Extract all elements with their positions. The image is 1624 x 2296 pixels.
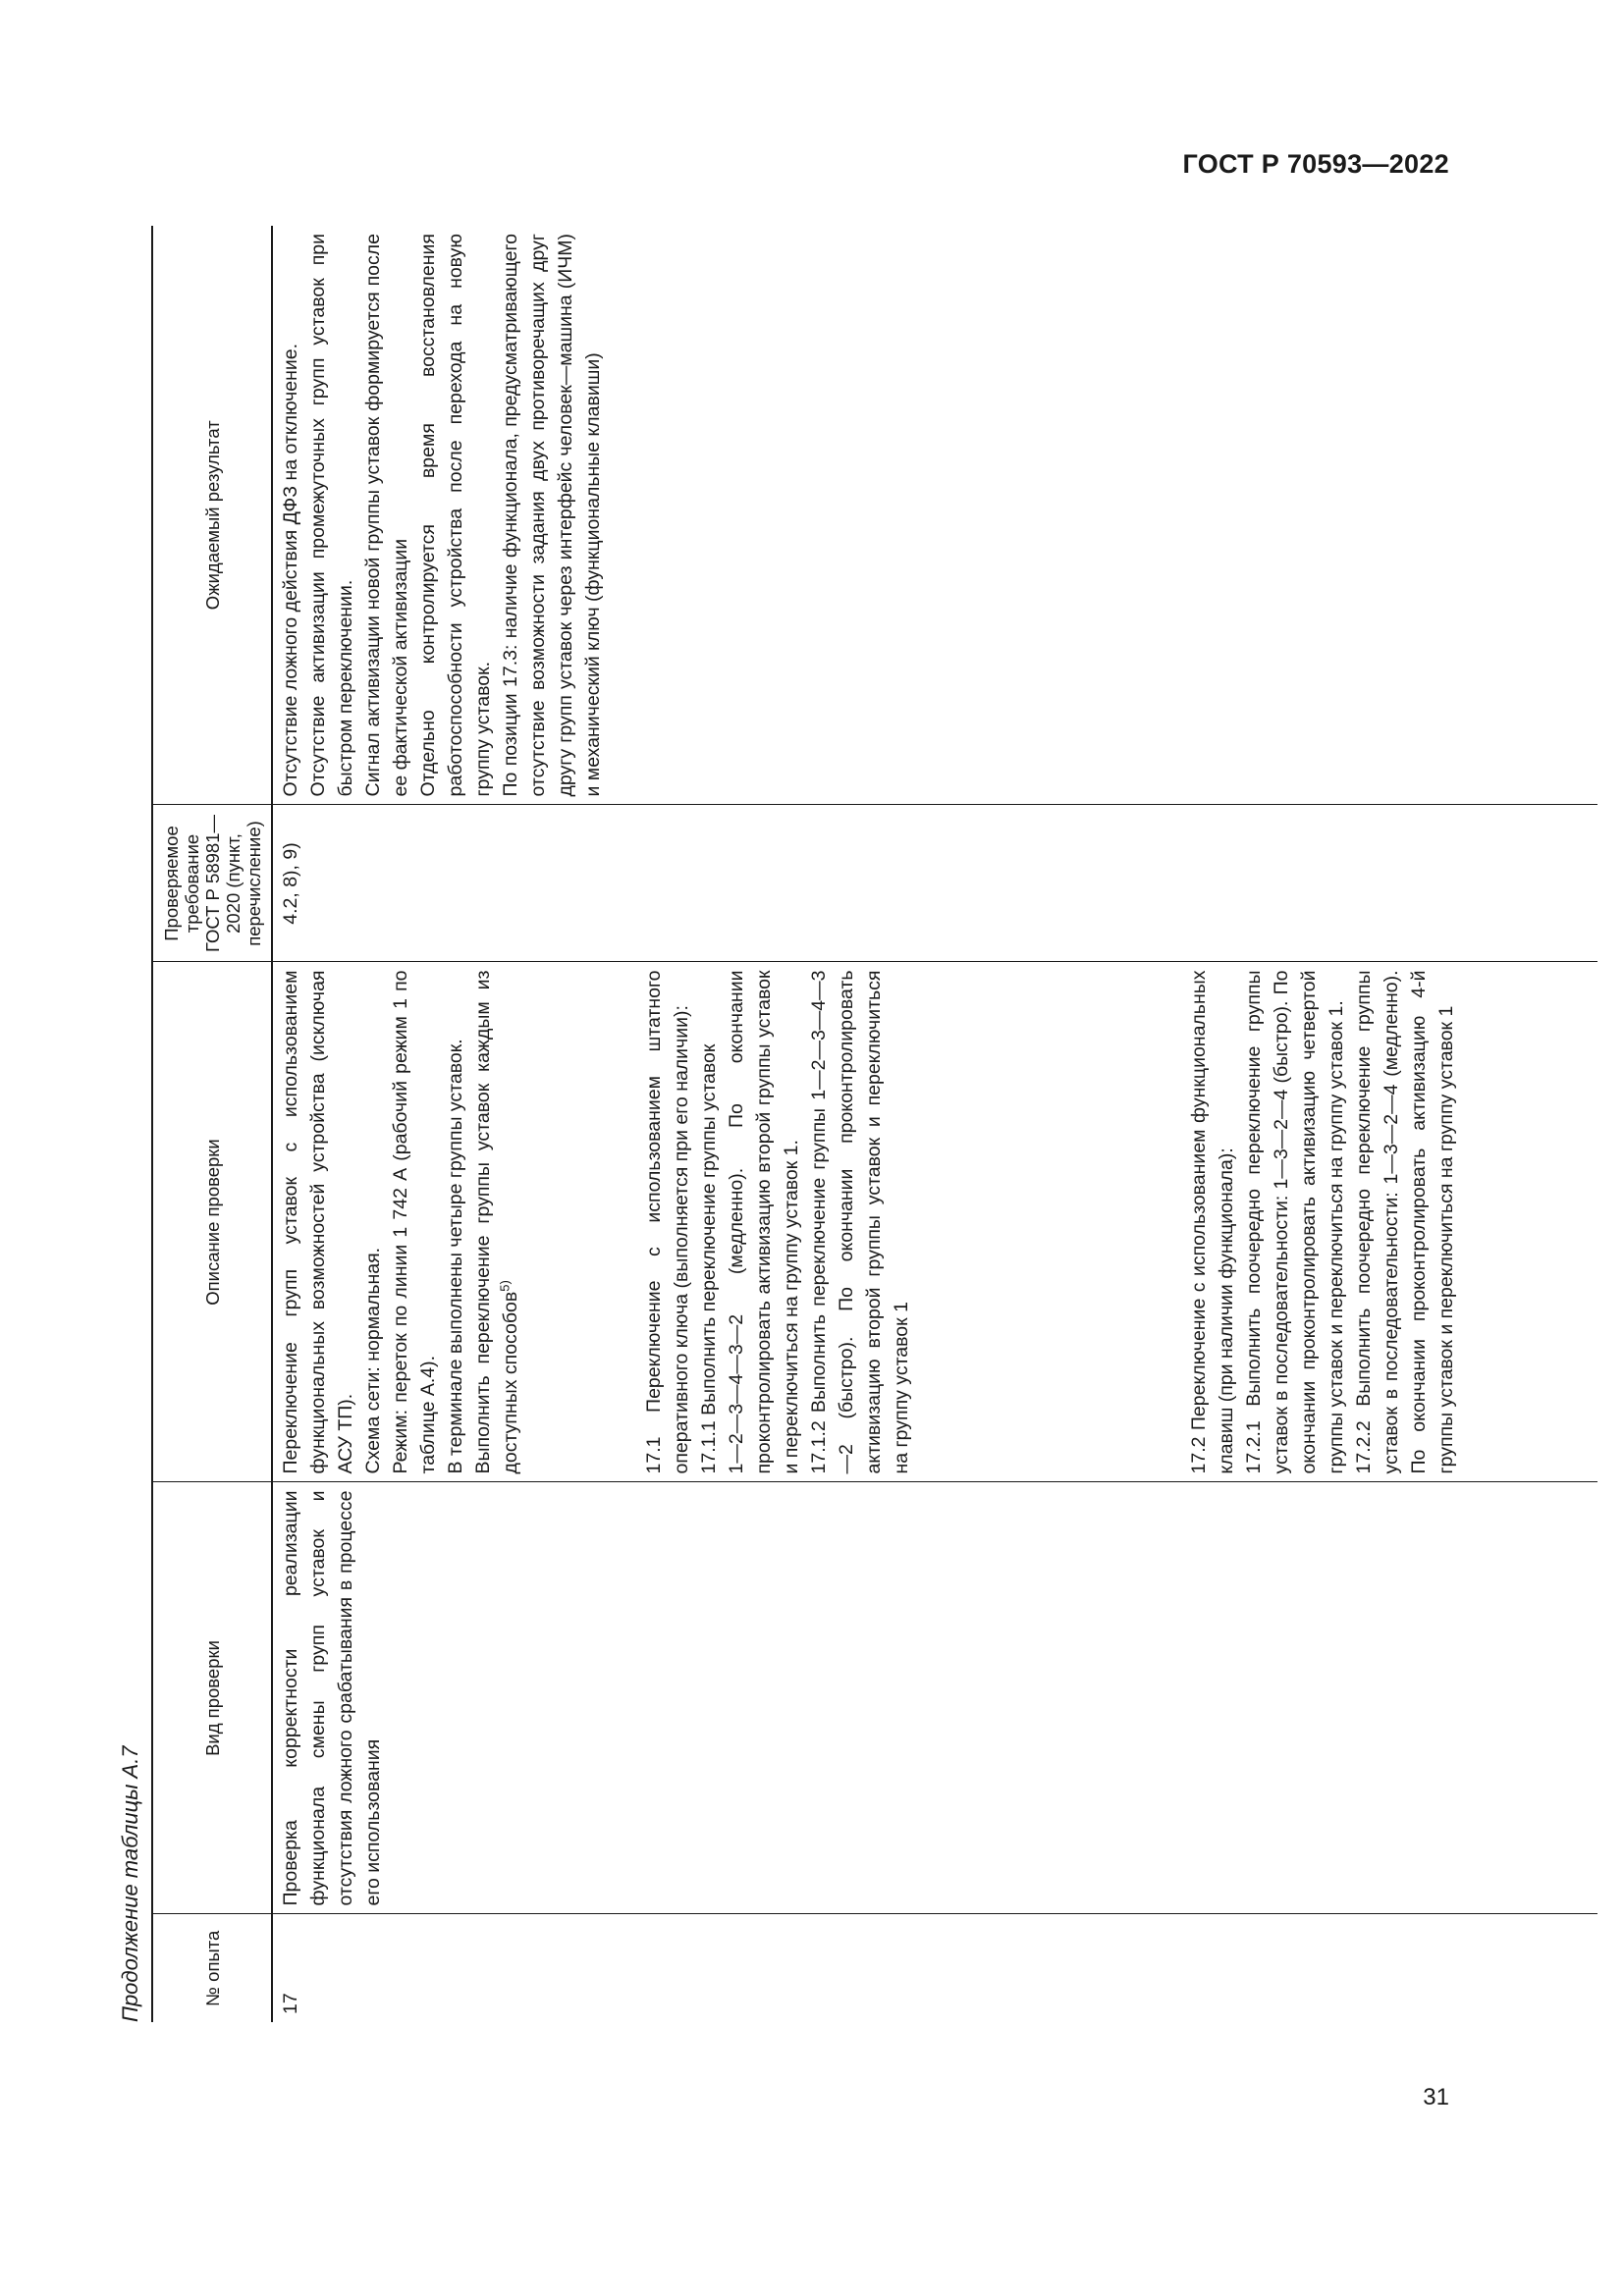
cell-check-description	[272, 962, 1597, 1482]
desc-paragraph: Режим: переток по линии 1 742 А (рабочий режим 1 по таблице А.4).	[390, 970, 439, 1474]
result-paragraph: Отдельно контролируется время восстановления работоспособности устройства после перехода на новую группу уставок.	[417, 234, 494, 797]
desc-paragraph: 17.1.2 Выполнить переключение группы 1—2—3—4—3—2 (быстро). По окончании проконтролировать активизацию второй группы уставок и переключиться на группу уставок 1	[808, 970, 912, 1474]
header-check-type: Вид проверки	[152, 1482, 272, 1914]
result-paragraph: Отсутствие активизации промежуточных групп уставок при быстром переключении.	[307, 234, 356, 797]
desc-paragraph: 1—2—3—4—3—2 (медленно). По окончании проконтролировать активизацию второй группы уставок и переключиться на группу уставок 1.	[726, 970, 802, 1474]
cell-requirement: 4.2, 8), 9)	[272, 805, 1597, 962]
desc-paragraph: Схема сети: нормальная.	[362, 1247, 384, 1474]
desc-paragraph: 17.2.1 Выполнить поочередно переключение группы уставок в последовательности: 1—3—2—4 (быстро). По окончании проконтролировать активизацию четвертой группы уставок и переключиться на группу уставок 1.	[1243, 970, 1347, 1474]
result-paragraph: По позиции 17.3: наличие функционала, предусматривающего отсутствие возможности задания двух противоречащих друг другу групп уставок через интерфейс человек—машина (ИЧМ) и механический ключ (функциональные клавиши)	[500, 234, 604, 797]
rotated-page-content	[108, 226, 1457, 2022]
header-expected-result: Ожидаемый результат	[152, 226, 272, 805]
cell-check-type: Проверка корректности реализации функционала смены групп уставок и отсутствия ложного срабатывания в процессе его использования	[272, 1482, 1597, 1914]
desc-paragraph: 17.1.1 Выполнить переключение группы уставок	[698, 1043, 720, 1474]
cell-expected-result	[272, 226, 1597, 805]
footnote-ref: 5)	[497, 1280, 513, 1292]
page-number: 31	[1423, 2084, 1449, 2110]
desc-paragraph: 17.2 Переключение с использованием функциональных клавиш (при наличии функционала):	[1188, 970, 1237, 1474]
desc-paragraph: В терминале выполнены четыре группы уставок.	[445, 1039, 466, 1474]
header-test-number: № опыта	[152, 1914, 272, 2022]
test-table	[151, 226, 1597, 2022]
cell-test-number: 17	[272, 1914, 1597, 2022]
table-caption: Продолжение таблицы А.7	[118, 1745, 142, 2022]
result-paragraph: Отсутствие ложного действия ДФЗ на отключение.	[280, 343, 301, 797]
desc-paragraph: 17.2.2 Выполнить поочередно переключение группы уставок в последовательности: 1—3—2—4 (медленно). По окончании проконтролировать активизацию 4-й группы уставок и переключиться на группу уставок 1	[1353, 970, 1457, 1474]
table-header-row	[152, 226, 272, 2022]
desc-paragraph: Переключение групп уставок с использованием функциональных возможностей устройства (исключая АСУ ТП).	[280, 970, 356, 1474]
result-paragraph: Сигнал активизации новой группы уставок формируется после ее фактической активизации	[362, 234, 411, 797]
desc-paragraph	[469, 971, 524, 1474]
header-check-description: Описание проверки	[152, 962, 272, 1482]
header-requirement: Проверяемое требование ГОСТ Р 58981—2020 (пункт, перечисление)	[152, 805, 272, 962]
table-row	[272, 226, 1597, 2022]
standard-designation: ГОСТ Р 70593—2022	[1182, 149, 1449, 179]
desc-text: Выполнить переключение группы уставок каждым из доступных способов	[472, 970, 521, 1474]
desc-paragraph: 17.1 Переключение с использованием штатного оперативного ключа (выполняется при его наличии):	[643, 970, 692, 1474]
